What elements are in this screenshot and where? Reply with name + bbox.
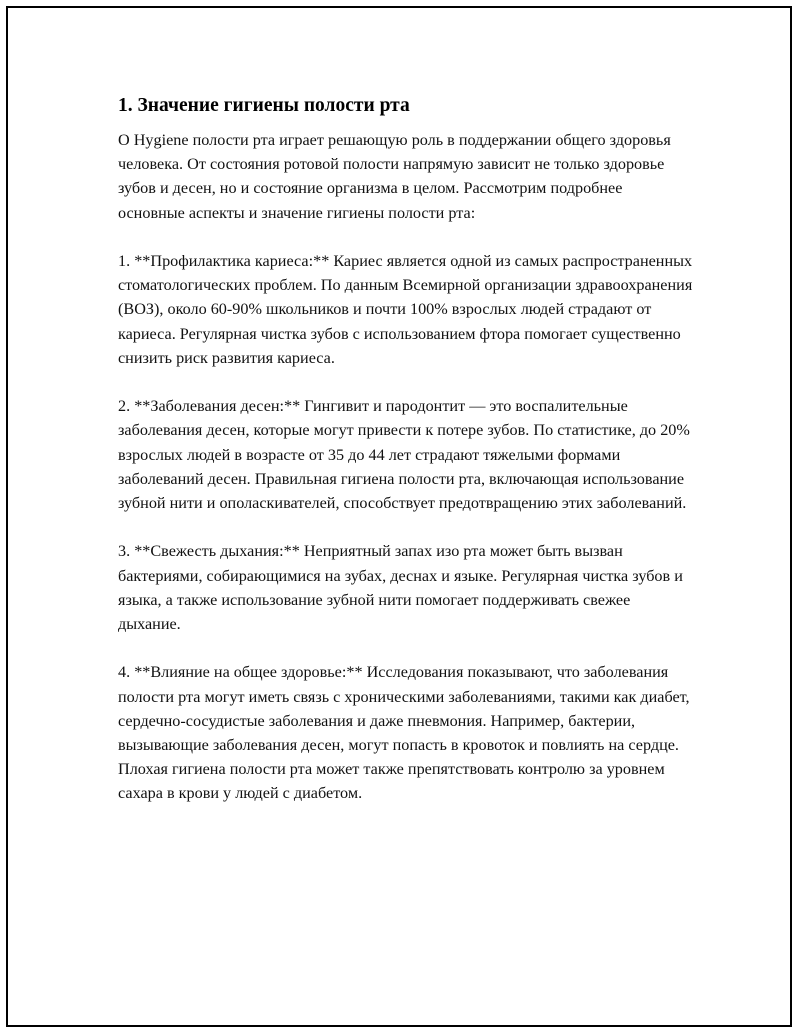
paragraph-intro: О Hygiene полости рта играет решающую роль в поддержании общего здоровья человека. От состояния ротовой полости напрямую зависит не только здоровье зубов и десен, но и состояние организма в целом. Рассмотрим подробнее основные аспекты и значение гигиены полости рта:: [118, 131, 671, 222]
paragraph-general-health: 4. **Влияние на общее здоровье:** Исследования показывают, что заболевания полости рта могут иметь связь с хроническими заболеваниями, такими как диабет, сердечно-сосудистые заболевания и даже пневмония. Например, бактерии, вызывающие заболевания десен, могут попасть в кровоток и повлиять на сердце. Плохая гигиена полости рта может также препятствовать контролю за уровнем сахара в крови у людей с диабетом.: [118, 663, 690, 803]
document-body: [118, 92, 693, 830]
paragraph-caries: 1. **Профилактика кариеса:** Кариес является одной из самых распространенных стоматологических проблем. По данным Всемирной организации здравоохранения (ВОЗ), около 60-90% школьников и почти 100% взрослых людей страдают от кариеса. Регулярная чистка зубов с использованием фтора помогает существенно снизить риск развития кариеса.: [118, 252, 693, 367]
section-title: 1. Значение гигиены полости рта: [118, 95, 410, 116]
paragraph-fresh-breath: 3. **Свежесть дыхания:** Неприятный запах изо рта может быть вызван бактериями, собирающимися на зубах, деснах и языке. Регулярная чистка зубов и языка, а также использование зубной нити помогает поддерживать свежее дыхание.: [118, 542, 683, 634]
paragraph-gum-disease: 2. **Заболевания десен:** Гингивит и пародонтит — это воспалительные заболевания десен, которые могут привести к потере зубов. По статистике, до 20% взрослых людей в возрасте от 35 до 44 лет страдают тяжелыми формами заболеваний десен. Правильная гигиена полости рта, включающая использование зубной нити и ополаскивателей, способствует предотвращению этих заболеваний.: [118, 397, 690, 513]
